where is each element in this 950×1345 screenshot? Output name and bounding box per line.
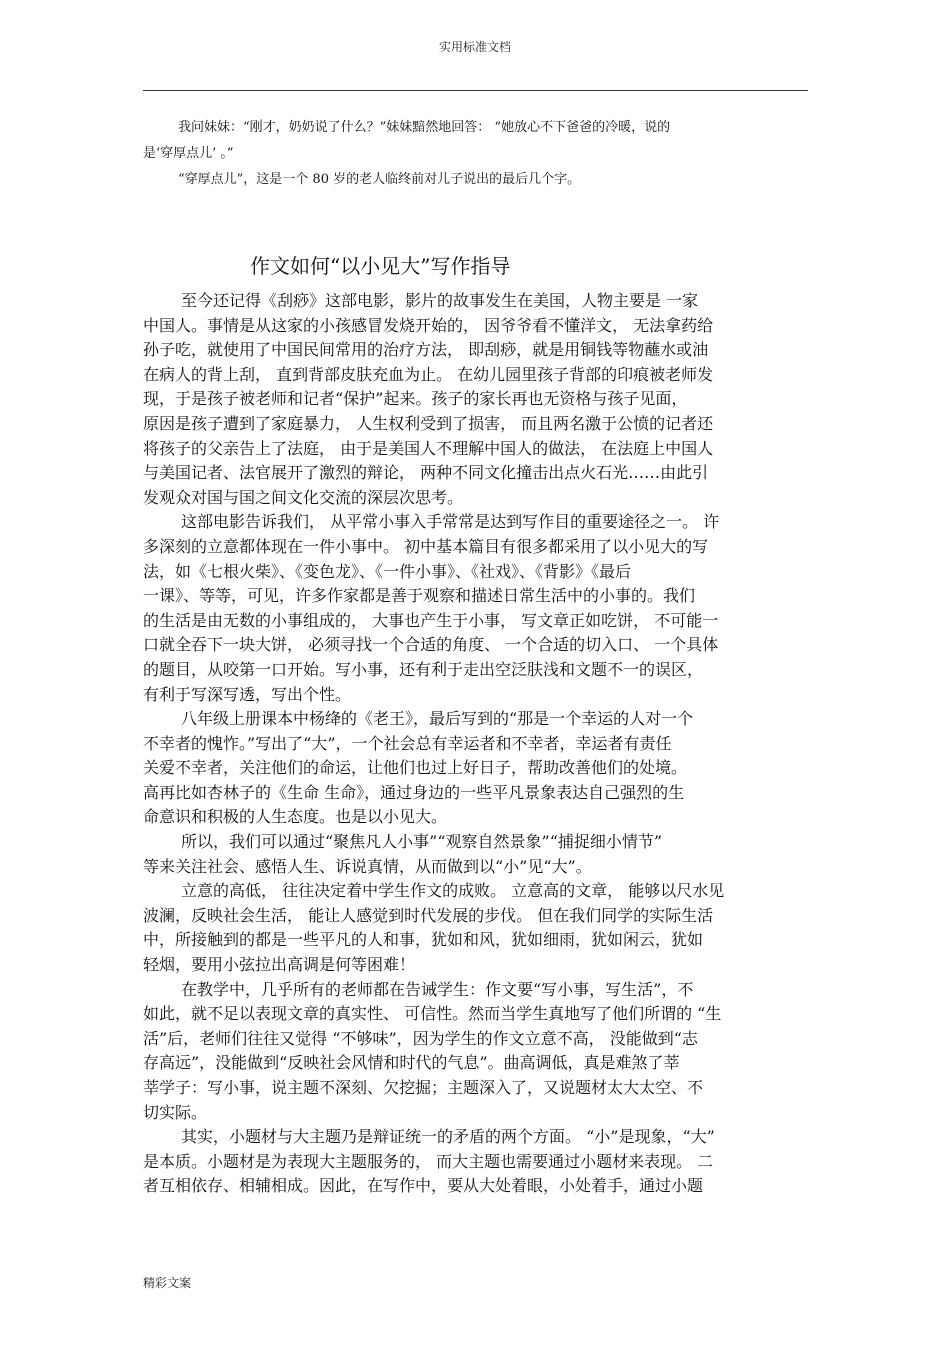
article-title: 作文如何“以小见大”写作指导	[250, 254, 511, 278]
body-line: 这部电影告诉我们， 从平常小事入手常常是达到写作目的重要途径之一。 许	[181, 512, 720, 532]
body-line: 轻烟，要用小弦拉出高调是何等困难！	[143, 955, 416, 975]
body-line: 孙子吃，就使用了中国民间常用的治疗方法， 即刮痧，就是用铜钱等物蘸水或油	[143, 340, 709, 360]
body-line: 不幸者的愧怍。”写出了“大”，一个社会总有幸运者和不幸者，幸运者有责任	[143, 733, 672, 753]
body-line: 原因是孩子遭到了家庭暴力， 人生权利受到了损害， 而且两名激于公愤的记者还	[143, 413, 714, 433]
body-line: 中，所接触到的都是一些平凡的人和事，犹如和风，犹如细雨，犹如闲云，犹如	[143, 930, 704, 950]
body-line: 多深刻的立意都体现在一件小事中。 初中基本篇目有很多都采用了以小见大的写	[143, 536, 709, 556]
body-line: 者互相依存、相辅相成。因此，在写作中，要从大处着眼，小处着手，通过小题	[143, 1176, 704, 1196]
body-line: 存高远”，没能做到“反映社会风情和时代的气息”。曲高调低，真是难煞了莘	[143, 1053, 680, 1073]
body-line: 是本质。小题材是为表现大主题服务的， 而大主题也需要通过小题材来表现。 二	[143, 1151, 714, 1171]
article-body	[143, 289, 808, 1199]
body-line: 所以，我们可以通过“聚焦凡人小事”“观察自然景象”“捕捉细小情节”	[181, 832, 663, 852]
body-line: 在教学中，几乎所有的老师都在告诫学生：作文要“写小事，写生活”，不	[181, 979, 694, 999]
body-line: 口就全吞下一块大饼， 必须寻找一个合适的角度、 一个合适的切入口、 一个具体	[143, 635, 719, 655]
body-line: 命意识和积极的人生态度。也是以小见大。	[143, 807, 448, 827]
body-line: 法，如《七根火柴》、《变色龙》、《一件小事》、《社戏》、《背影》《最后	[143, 561, 632, 581]
body-line: 等来关注社会、感悟人生、诉说真情，从而做到以“小”见“大”。	[143, 856, 592, 876]
body-line: 立意的高低， 往往决定着中学生作文的成败。 立意高的文章， 能够以尺水见	[181, 881, 725, 901]
body-line: 高再比如杏林子的《生命 生命》，通过身边的一些平凡景象表达自己强烈的生	[143, 782, 685, 802]
body-line: 波澜，反映社会生活， 能让人感觉到时代发展的步伐。 但在我们同学的实际生活	[143, 905, 714, 925]
intro-line-1: 我问妹妹：“刚才，奶奶说了什么？”妹妹黯然地回答： “她放心不下爸爸的冷暖，说的	[178, 120, 671, 135]
body-line: 至今还记得《刮痧》这部电影，影片的故事发生在美国，人物主要是 一家	[181, 291, 699, 310]
page-header-title: 实用标准文档	[438, 40, 511, 54]
body-line: 关爱不幸者，关注他们的命运，让他们也过上好日子，帮助改善他们的处境。	[143, 758, 688, 778]
intro-line-2: 是‘穿厚点儿’ 。”	[143, 146, 234, 161]
body-line: 活”后，老师们往往又觉得 “不够味”，因为学生的作文立意不高， 没能做到“志	[143, 1028, 698, 1048]
intro-line-3: “穿厚点儿”，这是一个 80 岁的老人临终前对儿子说出的最后几个字。	[178, 172, 581, 187]
body-line: 将孩子的父亲告上了法庭， 由于是美国人不理解中国人的做法， 在法庭上中国人	[143, 438, 714, 458]
body-line: 如此，就不足以表现文章的真实性、 可信性。然而当学生真地写了他们所谓的 “生	[143, 1004, 722, 1024]
body-line: 其实，小题材与大主题乃是辩证统一的矛盾的两个方面。 “小”是现象，“大”	[181, 1127, 715, 1147]
body-line: 八年级上册课本中杨绛的《老王》，最后写到的“那是一个幸运的人对一个	[181, 709, 694, 729]
body-line: 在病人的背上刮， 直到背部皮肤充血为止。 在幼儿园里孩子背部的印痕被老师发	[143, 364, 714, 384]
body-line: 发观众对国与国之间文化交流的深层次思考。	[143, 487, 464, 507]
header-divider	[143, 90, 808, 91]
body-line: 的生活是由无数的小事组成的， 大事也产生于小事， 写文章正如吃饼， 不可能一	[143, 610, 719, 630]
body-line: 有利于写深写透，写出个性。	[143, 684, 352, 704]
body-line: 与美国记者、法官展开了激烈的辩论， 两种不同文化撞击出点火石光……由此引	[143, 463, 709, 483]
body-line: 切实际。	[143, 1102, 208, 1122]
body-line: 莘学子：写小事，说主题不深刻、欠挖掘；主题深入了，又说题材太大太空、不	[143, 1078, 704, 1097]
body-line: 的题目，从咬第一口开始。写小事，还有利于走出空泛肤浅和文题不一的误区，	[143, 659, 704, 679]
body-line: 现，于是孩子被老师和记者“保护”起来。孩子的家长再也无资格与孩子见面，	[143, 389, 688, 409]
page-footer: 精彩文案	[143, 1276, 192, 1290]
body-line: 中国人。事情是从这家的小孩感冒发烧开始的， 因爷爷看不懂洋文， 无法拿药给	[143, 315, 714, 335]
body-line: 一课》、等等，可见，许多作家都是善于观察和描述日常生活中的小事的。我们	[143, 586, 696, 606]
intro-block	[143, 115, 808, 193]
